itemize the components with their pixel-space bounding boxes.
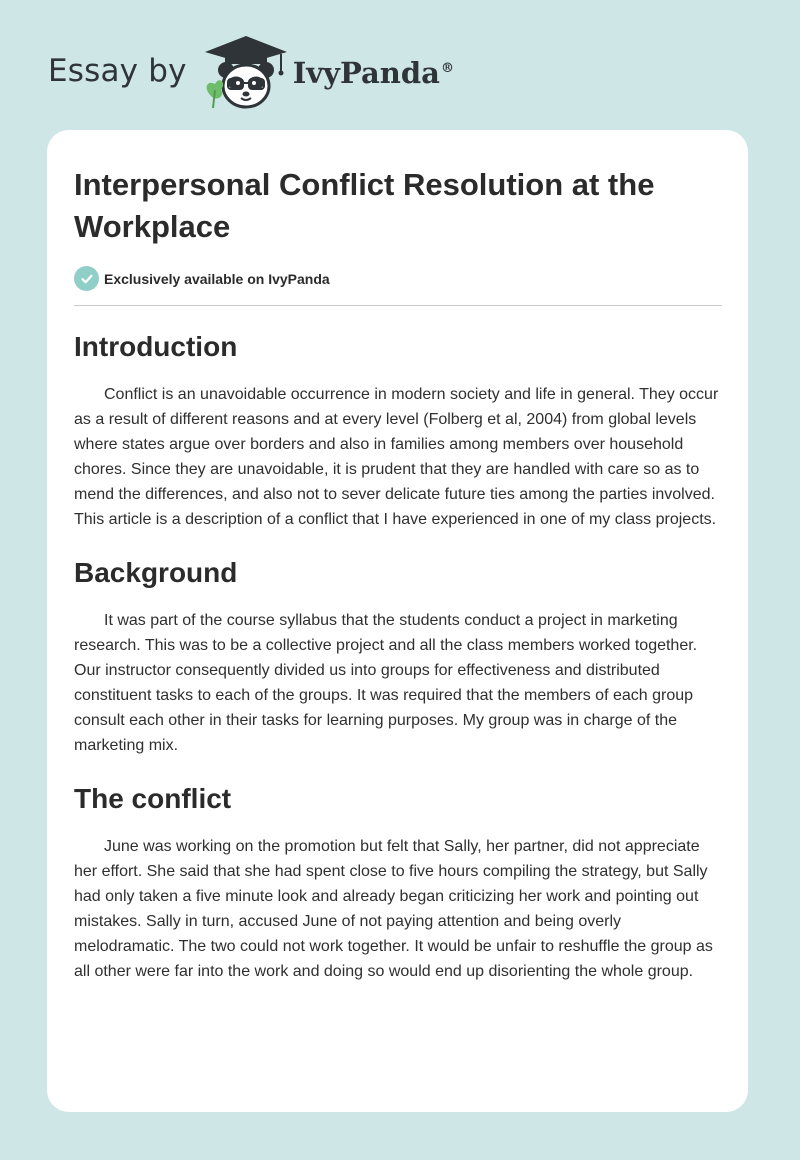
registered-mark: ® [440,61,454,77]
brand-header [48,34,454,110]
section-heading-background: Background [74,557,238,588]
exclusive-badge [74,266,722,291]
essay-title: Interpersonal Conflict Resolution at the Workplace [74,167,655,244]
section-paragraph-background: It was part of the course syllabus that the students conduct a project in marketing research. This was to be a collective project and all the class members worked together. Our instructor consequently divided us into groups for effectiveness and distributed constituent tasks to each of the groups. It was required that the members of each group consult each other in their tasks for learning purposes. My group was in charge of the marketing mix. [74,612,698,754]
check-circle-icon [74,266,99,291]
section-paragraph-introduction: Conflict is an unavoidable occurrence in modern society and life in general. They occur as a result of different reasons and at every level (Folberg et al, 2004) from global levels where states argue over borders and also in families among members over household chores. Since they are unavoidable, it is prudent that they are handled with care so as to mend the differences, and also not to sever delicate future ties among the parties involved. This article is a description of a conflict that I have experienced in one of my class projects. [74,386,719,528]
section-heading-conflict: The conflict [74,783,232,814]
badge-text: Exclusively available on IvyPanda [104,270,330,287]
divider [74,305,722,306]
brand-prefix: Essay by [48,53,187,89]
section-paragraph-conflict: June was working on the promotion but felt that Sally, her partner, did not appreciate her effort. She said that she had spent close to five hours compiling the strategy, but Sally had only taken a five minute look and already began criticizing her work and pointing out mistakes. Sally in turn, accused June of not paying attention and being overly melodramatic. The two could not work together. It would be unfair to reshuffle the group as all other were far into the work and doing so would end up disorienting the whole group. [74,838,713,980]
brand-name-text: IvyPanda [292,56,440,90]
section-heading-introduction: Introduction [74,331,238,362]
brand-name [293,56,454,90]
essay-card [47,130,748,1112]
panda-graduate-logo-icon [201,34,291,110]
